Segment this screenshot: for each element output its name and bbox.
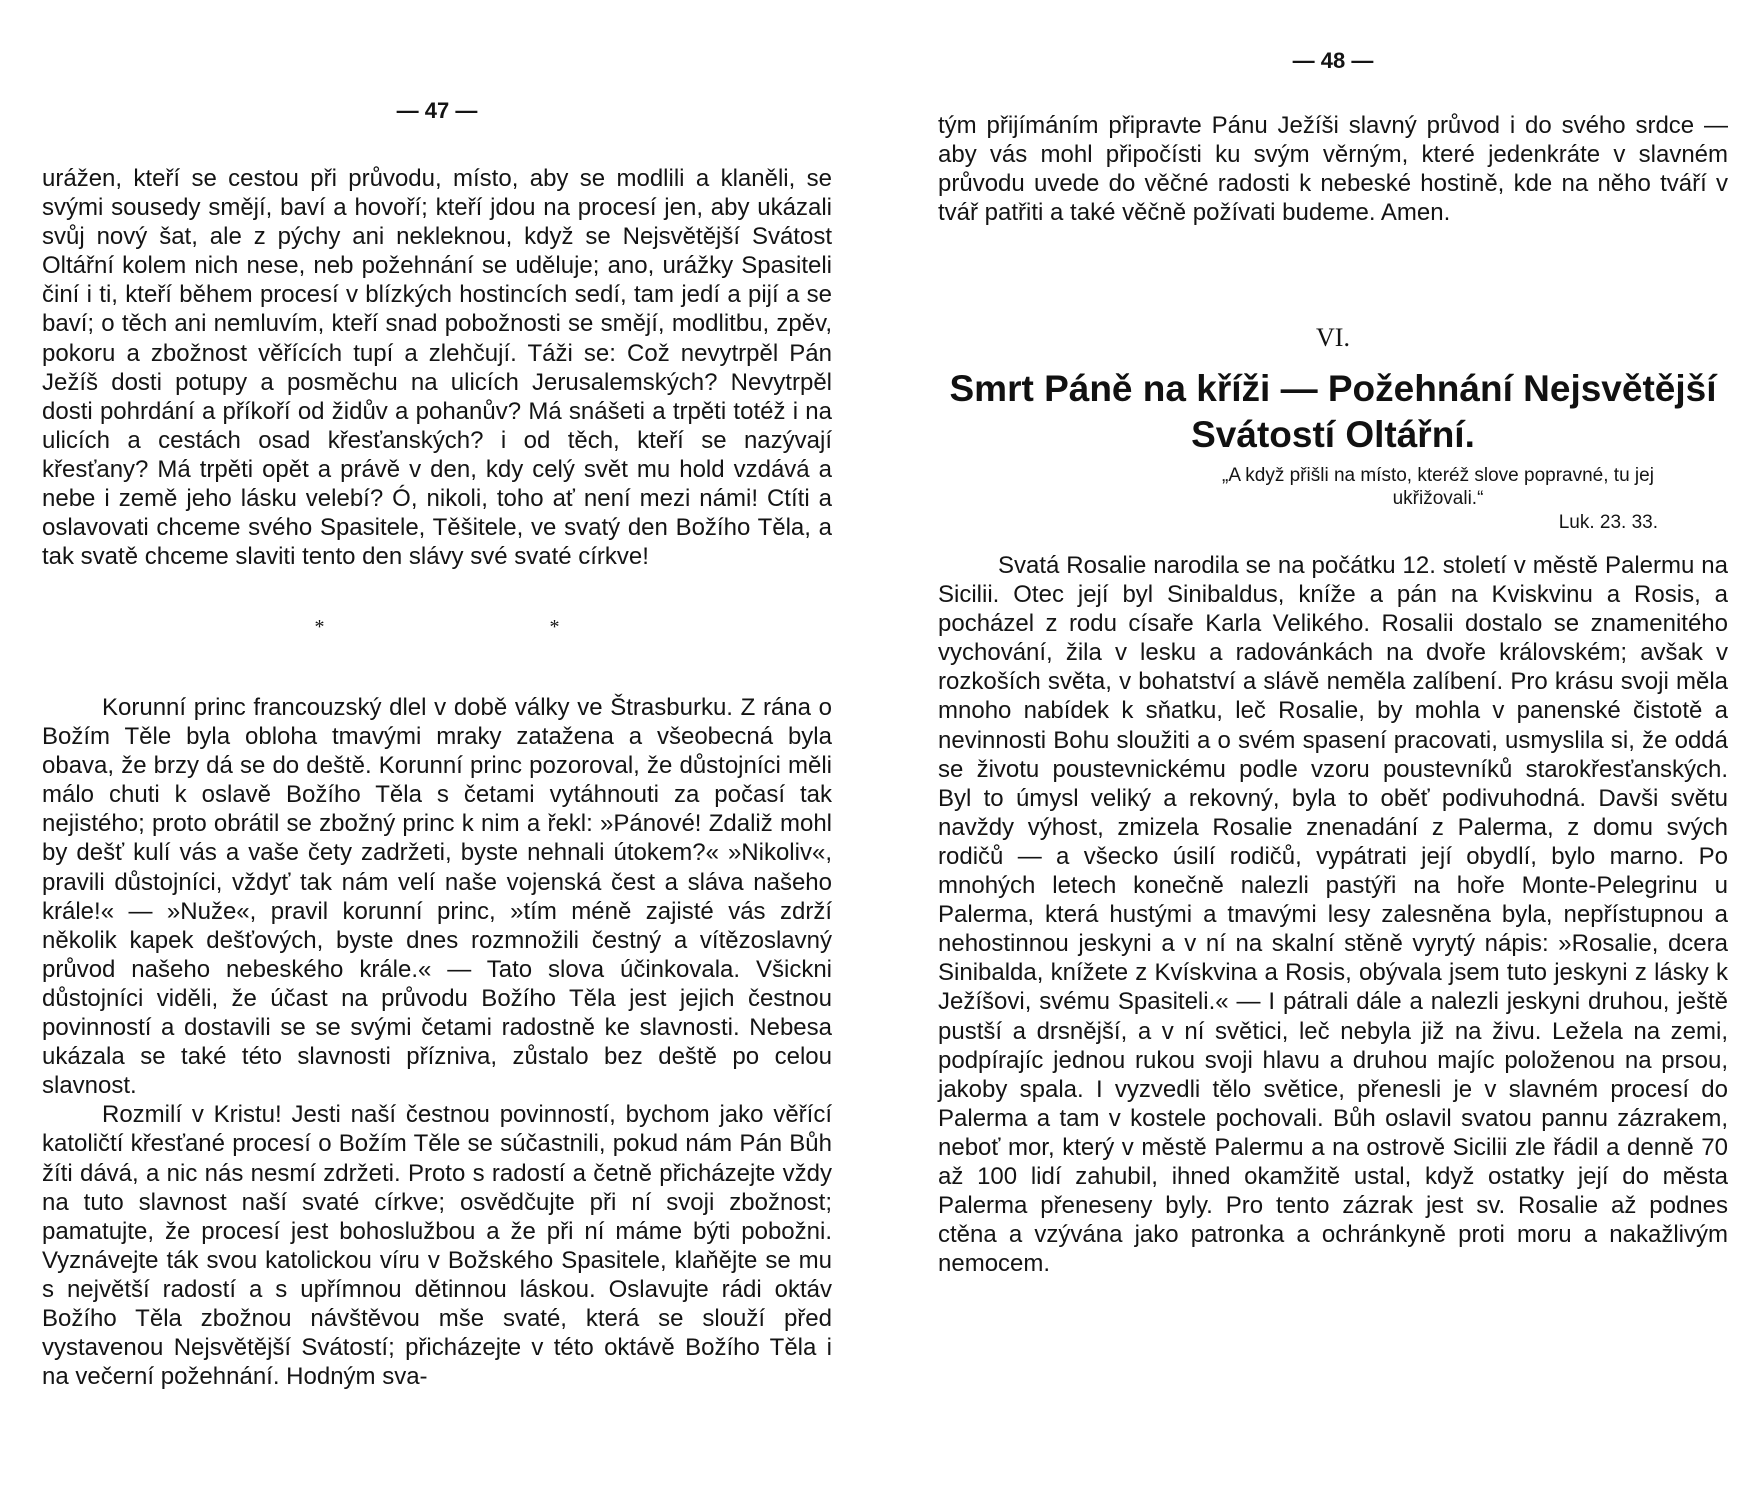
text-block bbox=[42, 164, 832, 571]
paragraph: tým přijímáním připravte Pánu Ježíši slavný průvod i do svého srdce — aby vás mohl připočísti ku svým věrným, které jedenkráte v slavném průvodu uvede do věčné radosti k nebeské hostině, kde na něho tváří v tvář patřiti a také věčně požívati budeme. Amen. bbox=[938, 112, 1728, 227]
chapter-title bbox=[938, 366, 1728, 458]
section-separator: * * bbox=[314, 616, 670, 638]
chapter-number: VI. bbox=[1316, 323, 1350, 352]
epigraph: „A když přišli na místo, kteréž slove popravné, tu jej ukřižovali.“ bbox=[1222, 465, 1654, 509]
paragraph: Rozmilí v Kristu! Jesti naší čestnou povinností, bychom jako věřící katoličtí křesťané procesí o Božím Těle se súčastnili, pokud nám Pán Bůh žíti dává, a nic nás nesmí zdržeti. Proto s radostí a četně přicházejte vždy na tuto slavnost naší svaté církve; osvědčujte při ní svoji zbožnost; pamatujte, že procesí jest bohoslužbou a že při ní máme býti pobožni. Vyznávejte ták svou katolickou víru v Božského Spasitele, klaňějte se mu s největší radostí a s upřímnou dětinnou láskou. Oslavujte rádi oktáv Božího Těla zbožnou návštěvou mše svaté, která se slouží před vystavenou Nejsvětější Svátostí; přicházejte v této oktávě Božího Těla i na večerní požehnání. Hodným sva- bbox=[42, 1101, 832, 1391]
text-block bbox=[938, 551, 1728, 1278]
text-block bbox=[938, 111, 1728, 227]
paragraph: urážen, kteří se cestou při průvodu, místo, aby se modlili a klaněli, se svými sousedy smějí, baví a hovoří; kteří jdou na procesí jen, aby ukázali svůj nový šat, ale z pýchy ani nekleknou, když se Nejsvětější Svátost Oltářní kolem nich nese, neb požehnání se uděluje; ano, urážky Spasiteli činí i ti, kteří během procesí v blízkých hostincích sedí, tam jedí a pijí a se baví; o těch ani nemluvím, kteří snad pobožnosti se smějí, modlitbu, zpěv, pokoru a zbožnost věřících tupí a zlehčují. Táži se: Což nevytrpěl Pán Ježíš dosti potupy a posměchu na ulicích Jerusalemských? Nevytrpěl dosti pohrdání a příkoří od židův a pohanův? Má snášeti a trpěti totéž i na ulicích a cestách osad křesťanských? i od těch, kteří se nazývají křesťany? Má trpěti opět a právě v den, kdy celý svět mu hold vzdává a nebe i země jeho lásku velebí? Ó, nikoli, toho ať není mezi námi! Ctíti a oslavovati chceme svého Spasitele, Těšitele, ve svatý den Božího Těla, a tak svatě chceme slaviti tento den slávy své svaté církve! bbox=[42, 165, 832, 571]
chapter-title-line: Svátostí Oltářní. bbox=[1191, 414, 1475, 455]
page-number: — 47 — bbox=[396, 98, 478, 123]
paragraph: Svatá Rosalie narodila se na počátku 12. století v městě Palermu na Sicilii. Otec její byl Sinibaldus, kníže a pán na Kviskvinu a Rosis, a pocházel z rodu císaře Karla Velikého. Rosalii dostalo se znamenitého vychování, žila v lesku a radovánkách na dvoře královském; avšak v rozkoších světa, v bohatství a slávě neměla zalíbení. Pro krásu svoji měla mnoho nabídek k sňatku, leč Rosalie, by mohla v panenské čistotě a nevinnosti Bohu sloužiti a o svém spasení pracovati, usmyslila si, že oddá se životu poustevnickému podle vzoru poustevníků starokřesťanských. Byl to úmysl veliký a rekovný, byla to oběť podivuhodná. Davši světu navždy výhost, zmizela Rosalie znenadání z Palerma, z domu svých rodičů — a všecko úsilí rodičů, vypátrati její obydlí, bylo marno. Po mnohých letech konečně nalezli pastýři na hoře Monte-Pelegrinu u Palerma, která hustými a tmavými lesy zalesněna byla, nepřístupnou a nehostinnou jeskyni a v ní na skalní stěně vyrytý nápis: »Rosalie, dcera Sinibalda, knížete z Kvískvina a Rosis, obývala jsem tuto jeskyni z lásky k Ježíšovi, svému Spasiteli.« — I pátrali dále a nalezli jeskyni druhou, ještě pustší a drsnější, a v ní světici, leč nebyla již na živu. Ležela na zemi, podpírajíc jednou rukou svoji hlavu a druhou majíc položenou na prsou, jakoby spala. I vyzvedli tělo světice, přenesli je v slavném procesí do Palerma a tam v kostele pochovali. Bůh oslavil svatou pannu zázrakem, neboť mor, který v městě Palermu a na ostrově Sicilii zle řádil a denně 70 až 100 lidí zahubil, ihned okamžitě ustal, když ostatky její do města Palerma přeneseny byly. Pro tento zázrak jest sv. Rosalie až podnes ctěna a vzývána jako patronka a ochránkyně proti moru a nakažlivým nemocem. bbox=[938, 552, 1728, 1278]
epigraph-reference: Luk. 23. 33. bbox=[1558, 512, 1658, 533]
text-block bbox=[42, 693, 832, 1391]
page-number: — 48 — bbox=[1292, 48, 1374, 73]
paragraph: Korunní princ francouzský dlel v době války ve Štrasburku. Z rána o Božím Těle byla obloha tmavými mraky zatažena a všeobecná byla obava, že brzy dá se do deště. Korunní princ pozoroval, že důstojníci měli málo chuti k oslavě Božího Těla s četami vytáhnouti za počasí tak nejistého; proto obrátil se zbožný princ k nim a řekl: »Pánové! Zdaliž mohl by dešť kulí vás a vaše čety zadržeti, byste nehnali útokem?« »Nikoliv«, pravili důstojníci, vždyť tak nám velí naše vojenská čest a sláva našeho krále!« — »Nuže«, pravil korunní princ, »tím méně zajisté vás zdrží několik kapek dešťových, byste dnes rozmnožili čestný a vítězoslavný průvod našeho nebeského krále.« — Tato slova účinkovala. Všickni důstojníci viděli, že účast na průvodu Božího Těla jest jejich čestnou povinností a dostavili se se svými četami radostně ke slavnosti. Nebesa ukázala se také této slavnosti příznivа, zůstalo bez deště po celou slavnost. bbox=[42, 694, 832, 1100]
chapter-title-line: Smrt Páně na kříži — Požehnání Nejsvětější bbox=[949, 368, 1717, 409]
